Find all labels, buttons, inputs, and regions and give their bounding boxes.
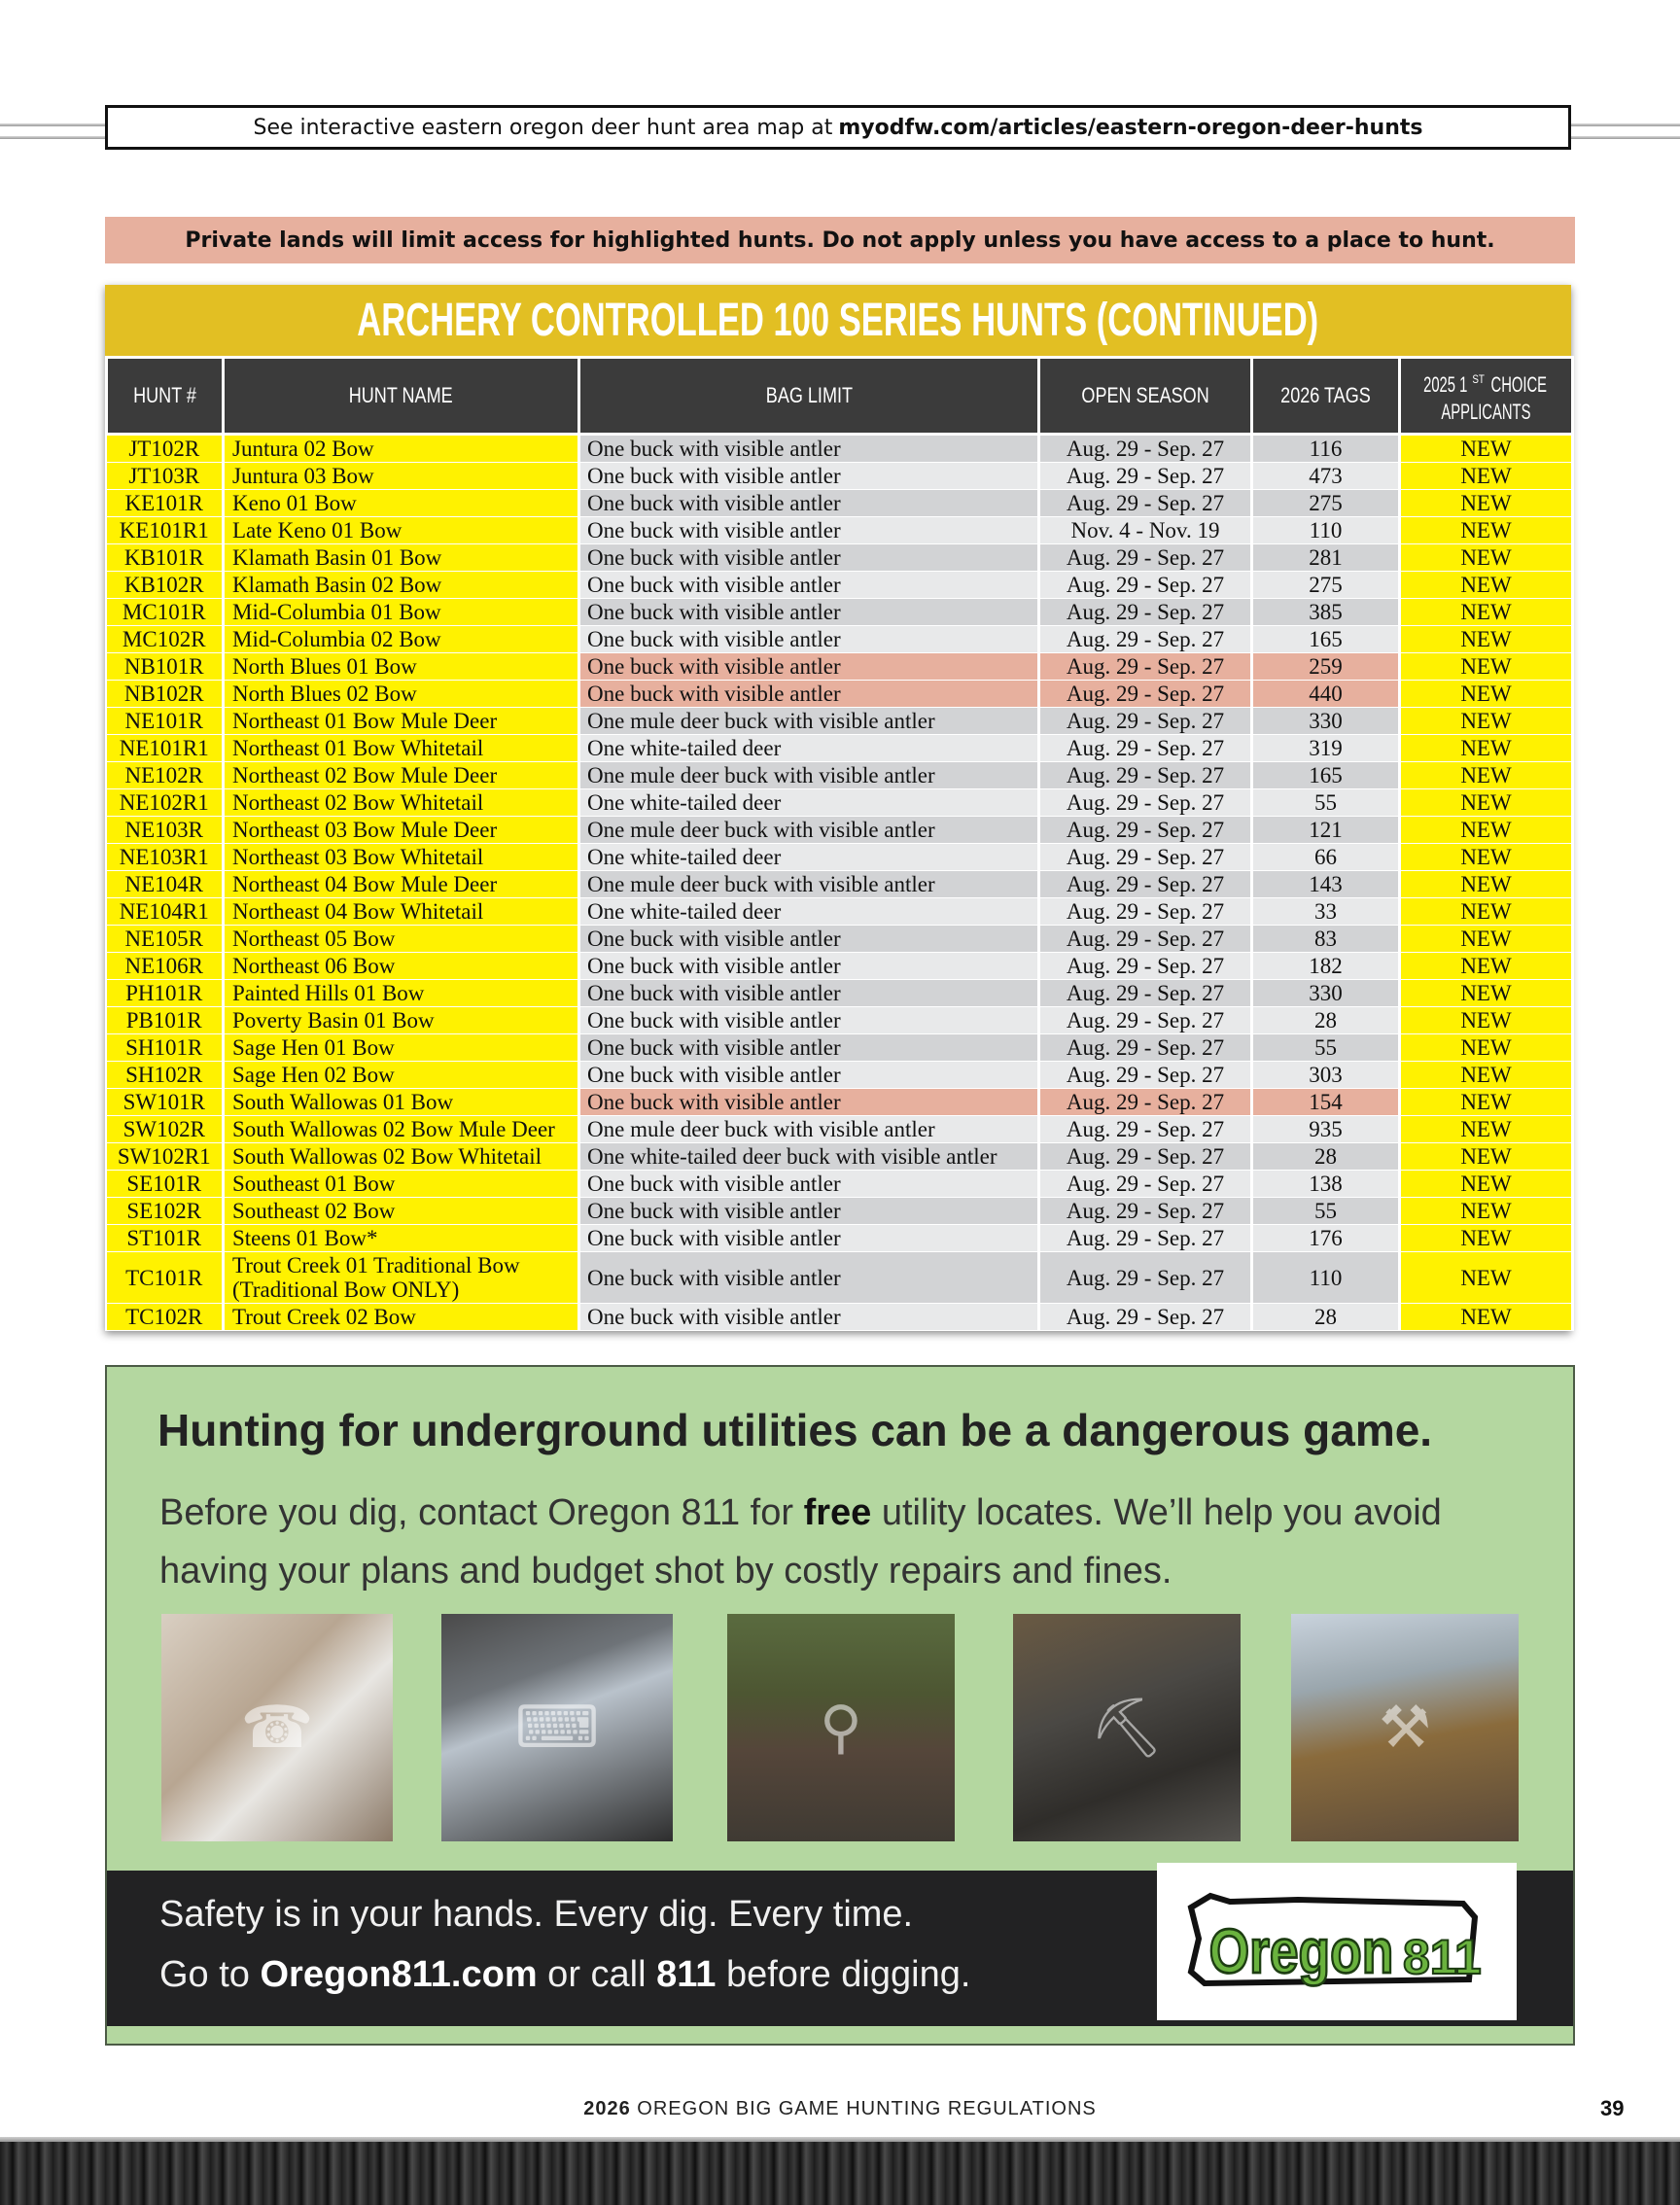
hunt-number-cell: NE101R xyxy=(107,708,224,735)
tags-cell: 259 xyxy=(1252,653,1400,681)
tags-cell: 116 xyxy=(1252,435,1400,463)
ad-safety-text: Safety is in your hands. Every dig. Every time. Go to Oregon811.com or call 811 before digging. xyxy=(159,1894,971,1995)
table-row xyxy=(107,980,1573,1007)
applicants-cell: NEW xyxy=(1400,1143,1573,1171)
open-season-cell: Nov. 4 - Nov. 19 xyxy=(1039,517,1252,544)
bag-limit-cell: One buck with visible antler xyxy=(579,980,1039,1007)
phone-dialing-photo xyxy=(161,1614,393,1841)
table-row xyxy=(107,517,1573,544)
open-season-cell: Aug. 29 - Sep. 27 xyxy=(1039,871,1252,898)
tags-cell: 55 xyxy=(1252,789,1400,817)
ad-body: Before you dig, contact Oregon 811 for free utility locates. We’ll help you avoid having your plans and budget shot by costly repairs and fines. xyxy=(159,1492,1442,1592)
hunt-name-cell: Northeast 04 Bow Mule Deer xyxy=(224,871,579,898)
open-season-cell: Aug. 29 - Sep. 27 xyxy=(1039,1089,1252,1116)
applicants-cell: NEW xyxy=(1400,1062,1573,1089)
open-season-cell: Aug. 29 - Sep. 27 xyxy=(1039,1198,1252,1225)
laptop-icon: ⌨ xyxy=(514,1694,600,1762)
hunt-name-cell: Steens 01 Bow* xyxy=(224,1225,579,1252)
open-season-cell: Aug. 29 - Sep. 27 xyxy=(1039,463,1252,490)
header-applicants: 2025 1 $^{ST}$CHOICE APPLICANTS xyxy=(1400,358,1573,435)
open-season-cell: Aug. 29 - Sep. 27 xyxy=(1039,844,1252,871)
svg-text:Oregon: Oregon xyxy=(1208,1917,1394,1986)
hunt-name-cell: Keno 01 Bow xyxy=(224,490,579,517)
bag-limit-cell: One buck with visible antler xyxy=(579,653,1039,681)
ad-headline: Hunting for underground utilities can be a dangerous game. xyxy=(158,1405,1433,1455)
table-row xyxy=(107,435,1573,463)
open-season-cell: Aug. 29 - Sep. 27 xyxy=(1039,1143,1252,1171)
tags-cell: 319 xyxy=(1252,735,1400,762)
table-row xyxy=(107,898,1573,926)
open-season-cell: Aug. 29 - Sep. 27 xyxy=(1039,1171,1252,1198)
table-row xyxy=(107,1143,1573,1171)
table-row xyxy=(107,953,1573,980)
applicants-cell: NEW xyxy=(1400,708,1573,735)
locator-icon: ⚲ xyxy=(820,1694,862,1762)
applicants-cell: NEW xyxy=(1400,681,1573,708)
open-season-cell: Aug. 29 - Sep. 27 xyxy=(1039,490,1252,517)
hunts-table-container xyxy=(105,285,1571,1331)
table-row xyxy=(107,762,1573,789)
table-row xyxy=(107,871,1573,898)
bag-limit-cell: One buck with visible antler xyxy=(579,1198,1039,1225)
tags-cell: 143 xyxy=(1252,871,1400,898)
header-tags: 2026 TAGS xyxy=(1252,358,1400,435)
table-row xyxy=(107,626,1573,653)
applicants-cell: NEW xyxy=(1400,735,1573,762)
phone-icon: ☎ xyxy=(240,1694,314,1762)
open-season-cell: Aug. 29 - Sep. 27 xyxy=(1039,1062,1252,1089)
applicants-cell: NEW xyxy=(1400,1007,1573,1034)
tags-cell: 154 xyxy=(1252,1089,1400,1116)
open-season-cell: Aug. 29 - Sep. 27 xyxy=(1039,1304,1252,1331)
hunt-name-cell: Juntura 03 Bow xyxy=(224,463,579,490)
table-row xyxy=(107,1116,1573,1143)
open-season-cell: Aug. 29 - Sep. 27 xyxy=(1039,1225,1252,1252)
open-season-cell: Aug. 29 - Sep. 27 xyxy=(1039,708,1252,735)
hunt-number-cell: JT102R xyxy=(107,435,224,463)
applicants-cell: NEW xyxy=(1400,844,1573,871)
header-bag-limit: BAG LIMIT xyxy=(579,358,1039,435)
table-row xyxy=(107,817,1573,844)
hunt-name-cell: Juntura 02 Bow xyxy=(224,435,579,463)
hunt-name-cell: Sage Hen 01 Bow xyxy=(224,1034,579,1062)
bag-limit-cell: One buck with visible antler xyxy=(579,681,1039,708)
hunt-number-cell: NE106R xyxy=(107,953,224,980)
map-banner-link[interactable]: myodfw.com/articles/eastern-oregon-deer-hunts xyxy=(838,115,1423,140)
hunt-name-cell: South Wallowas 02 Bow Whitetail xyxy=(224,1143,579,1171)
tags-cell: 110 xyxy=(1252,517,1400,544)
hunt-number-cell: NB102R xyxy=(107,681,224,708)
page-number: 39 xyxy=(1600,2096,1625,2120)
table-row xyxy=(107,1252,1573,1304)
hunt-name-cell: Northeast 02 Bow Mule Deer xyxy=(224,762,579,789)
tags-cell: 440 xyxy=(1252,681,1400,708)
bag-limit-cell: One white-tailed deer xyxy=(579,789,1039,817)
tags-cell: 33 xyxy=(1252,898,1400,926)
applicants-cell: NEW xyxy=(1400,490,1573,517)
bag-limit-cell: One buck with visible antler xyxy=(579,1062,1039,1089)
applicants-cell: NEW xyxy=(1400,1034,1573,1062)
tags-cell: 275 xyxy=(1252,490,1400,517)
private-lands-note: Private lands will limit access for highlighted hunts. Do not apply unless you have access to a place to hunt. xyxy=(105,217,1575,263)
open-season-cell: Aug. 29 - Sep. 27 xyxy=(1039,599,1252,626)
bag-limit-cell: One buck with visible antler xyxy=(579,926,1039,953)
open-season-cell: Aug. 29 - Sep. 27 xyxy=(1039,789,1252,817)
applicants-cell: NEW xyxy=(1400,789,1573,817)
hunt-number-cell: KE101R1 xyxy=(107,517,224,544)
hunt-name-cell: Klamath Basin 02 Bow xyxy=(224,572,579,599)
bag-limit-cell: One buck with visible antler xyxy=(579,572,1039,599)
hunt-number-cell: NE103R xyxy=(107,817,224,844)
table-row xyxy=(107,1225,1573,1252)
tags-cell: 330 xyxy=(1252,708,1400,735)
bag-limit-cell: One buck with visible antler xyxy=(579,626,1039,653)
tags-cell: 28 xyxy=(1252,1304,1400,1331)
hunt-name-cell: Trout Creek 01 Traditional Bow (Traditional Bow ONLY) xyxy=(224,1252,579,1304)
tags-cell: 121 xyxy=(1252,817,1400,844)
tags-cell: 66 xyxy=(1252,844,1400,871)
header-hunt-number: HUNT # xyxy=(107,358,224,435)
applicants-cell: NEW xyxy=(1400,1304,1573,1331)
hunt-name-cell: Poverty Basin 01 Bow xyxy=(224,1007,579,1034)
bag-limit-cell: One buck with visible antler xyxy=(579,1304,1039,1331)
utility-locator-photo xyxy=(727,1614,955,1841)
hunt-name-cell: Northeast 05 Bow xyxy=(224,926,579,953)
bag-limit-cell: One white-tailed deer xyxy=(579,844,1039,871)
bag-limit-cell: One buck with visible antler xyxy=(579,953,1039,980)
svg-text:811: 811 xyxy=(1403,1930,1482,1984)
bag-limit-cell: One buck with visible antler xyxy=(579,1007,1039,1034)
hunt-name-cell: North Blues 01 Bow xyxy=(224,653,579,681)
open-season-cell: Aug. 29 - Sep. 27 xyxy=(1039,544,1252,572)
tags-cell: 83 xyxy=(1252,926,1400,953)
bag-limit-cell: One buck with visible antler xyxy=(579,1171,1039,1198)
open-season-cell: Aug. 29 - Sep. 27 xyxy=(1039,735,1252,762)
hunt-number-cell: NE103R1 xyxy=(107,844,224,871)
bag-limit-cell: One buck with visible antler xyxy=(579,1089,1039,1116)
oregon811-ad xyxy=(105,1365,1575,2046)
hunt-number-cell: SH101R xyxy=(107,1034,224,1062)
hunt-number-cell: TC102R xyxy=(107,1304,224,1331)
hunt-name-cell: Painted Hills 01 Bow xyxy=(224,980,579,1007)
table-row xyxy=(107,926,1573,953)
tags-cell: 28 xyxy=(1252,1143,1400,1171)
bag-limit-cell: One mule deer buck with visible antler xyxy=(579,708,1039,735)
bag-limit-cell: One buck with visible antler xyxy=(579,517,1039,544)
bag-limit-cell: One white-tailed deer xyxy=(579,735,1039,762)
excavator-icon: ⚒ xyxy=(1379,1694,1431,1762)
hunt-number-cell: NE102R xyxy=(107,762,224,789)
hunt-name-cell: Northeast 06 Bow xyxy=(224,953,579,980)
open-season-cell: Aug. 29 - Sep. 27 xyxy=(1039,435,1252,463)
shovel-digging-photo xyxy=(1013,1614,1241,1841)
applicants-cell: NEW xyxy=(1400,517,1573,544)
hunt-number-cell: NE105R xyxy=(107,926,224,953)
applicants-cell: NEW xyxy=(1400,1198,1573,1225)
applicants-cell: NEW xyxy=(1400,817,1573,844)
tags-cell: 182 xyxy=(1252,953,1400,980)
hunt-number-cell: MC102R xyxy=(107,626,224,653)
hunt-name-cell: North Blues 02 Bow xyxy=(224,681,579,708)
tags-cell: 138 xyxy=(1252,1171,1400,1198)
table-row xyxy=(107,735,1573,762)
hunt-number-cell: NB101R xyxy=(107,653,224,681)
hunt-number-cell: NE102R1 xyxy=(107,789,224,817)
hunt-number-cell: NE104R xyxy=(107,871,224,898)
applicants-cell: NEW xyxy=(1400,980,1573,1007)
table-row xyxy=(107,789,1573,817)
table-row xyxy=(107,463,1573,490)
open-season-cell: Aug. 29 - Sep. 27 xyxy=(1039,898,1252,926)
bag-limit-cell: One white-tailed deer buck with visible antler xyxy=(579,1143,1039,1171)
bag-limit-cell: One mule deer buck with visible antler xyxy=(579,817,1039,844)
open-season-cell: Aug. 29 - Sep. 27 xyxy=(1039,1252,1252,1304)
applicants-cell: NEW xyxy=(1400,572,1573,599)
hunt-name-cell: Mid-Columbia 01 Bow xyxy=(224,599,579,626)
table-row xyxy=(107,1034,1573,1062)
applicants-cell: NEW xyxy=(1400,653,1573,681)
applicants-cell: NEW xyxy=(1400,544,1573,572)
hunt-number-cell: PB101R xyxy=(107,1007,224,1034)
tags-cell: 28 xyxy=(1252,1007,1400,1034)
map-banner-text: See interactive eastern oregon deer hunt area map at xyxy=(253,115,833,140)
bag-limit-cell: One buck with visible antler xyxy=(579,544,1039,572)
applicants-cell: NEW xyxy=(1400,599,1573,626)
hunt-name-cell: Mid-Columbia 02 Bow xyxy=(224,626,579,653)
table-row xyxy=(107,1171,1573,1198)
bag-limit-cell: One buck with visible antler xyxy=(579,435,1039,463)
tags-cell: 176 xyxy=(1252,1225,1400,1252)
hunt-number-cell: SE102R xyxy=(107,1198,224,1225)
table-row xyxy=(107,708,1573,735)
shovel-icon: ⛏ xyxy=(1089,1694,1165,1763)
applicants-cell: NEW xyxy=(1400,626,1573,653)
applicants-cell: NEW xyxy=(1400,762,1573,789)
header-hunt-name: HUNT NAME xyxy=(224,358,579,435)
hunt-name-cell: South Wallowas 02 Bow Mule Deer xyxy=(224,1116,579,1143)
table-row xyxy=(107,1062,1573,1089)
applicants-cell: NEW xyxy=(1400,1171,1573,1198)
oregon811-logo-icon xyxy=(1172,1878,1502,2005)
open-season-cell: Aug. 29 - Sep. 27 xyxy=(1039,572,1252,599)
bag-limit-cell: One buck with visible antler xyxy=(579,1252,1039,1304)
applicants-cell: NEW xyxy=(1400,1116,1573,1143)
bag-limit-cell: One mule deer buck with visible antler xyxy=(579,762,1039,789)
table-row xyxy=(107,572,1573,599)
table-row xyxy=(107,1007,1573,1034)
applicants-cell: NEW xyxy=(1400,953,1573,980)
hunt-number-cell: NE101R1 xyxy=(107,735,224,762)
bag-limit-cell: One buck with visible antler xyxy=(579,490,1039,517)
laptop-photo xyxy=(441,1614,673,1841)
applicants-cell: NEW xyxy=(1400,1252,1573,1304)
open-season-cell: Aug. 29 - Sep. 27 xyxy=(1039,980,1252,1007)
hunt-name-cell: Late Keno 01 Bow xyxy=(224,517,579,544)
hunt-name-cell: Trout Creek 02 Bow xyxy=(224,1304,579,1331)
bag-limit-cell: One white-tailed deer xyxy=(579,898,1039,926)
open-season-cell: Aug. 29 - Sep. 27 xyxy=(1039,1007,1252,1034)
hunt-name-cell: Northeast 01 Bow Mule Deer xyxy=(224,708,579,735)
hunt-name-cell: Northeast 04 Bow Whitetail xyxy=(224,898,579,926)
tags-cell: 275 xyxy=(1252,572,1400,599)
tags-cell: 935 xyxy=(1252,1116,1400,1143)
hunt-name-cell: South Wallowas 01 Bow xyxy=(224,1089,579,1116)
map-banner xyxy=(105,105,1571,150)
hunt-name-cell: Southeast 02 Bow xyxy=(224,1198,579,1225)
hunt-name-cell: Sage Hen 02 Bow xyxy=(224,1062,579,1089)
table-row xyxy=(107,490,1573,517)
applicants-cell: NEW xyxy=(1400,898,1573,926)
hunt-name-cell: Southeast 01 Bow xyxy=(224,1171,579,1198)
hunt-number-cell: ST101R xyxy=(107,1225,224,1252)
tags-cell: 165 xyxy=(1252,762,1400,789)
hunt-number-cell: SE101R xyxy=(107,1171,224,1198)
applicants-cell: NEW xyxy=(1400,1089,1573,1116)
hunt-number-cell: SW102R1 xyxy=(107,1143,224,1171)
bag-limit-cell: One buck with visible antler xyxy=(579,599,1039,626)
hunt-name-cell: Northeast 01 Bow Whitetail xyxy=(224,735,579,762)
hunt-number-cell: TC101R xyxy=(107,1252,224,1304)
bag-limit-cell: One buck with visible antler xyxy=(579,1034,1039,1062)
ad-footer-bar xyxy=(107,1871,1573,2026)
applicants-cell: NEW xyxy=(1400,926,1573,953)
table-row xyxy=(107,599,1573,626)
open-season-cell: Aug. 29 - Sep. 27 xyxy=(1039,1034,1252,1062)
applicants-cell: NEW xyxy=(1400,435,1573,463)
applicants-cell: NEW xyxy=(1400,1225,1573,1252)
tags-cell: 55 xyxy=(1252,1198,1400,1225)
hunt-number-cell: MC101R xyxy=(107,599,224,626)
hunt-name-cell: Klamath Basin 01 Bow xyxy=(224,544,579,572)
tags-cell: 55 xyxy=(1252,1034,1400,1062)
page-footer: 2026 OREGON BIG GAME HUNTING REGULATIONS xyxy=(583,2098,1097,2119)
tags-cell: 281 xyxy=(1252,544,1400,572)
hunts-table xyxy=(105,356,1574,1331)
table-row xyxy=(107,681,1573,708)
hunt-number-cell: KB101R xyxy=(107,544,224,572)
tags-cell: 473 xyxy=(1252,463,1400,490)
hunt-name-cell: Northeast 02 Bow Whitetail xyxy=(224,789,579,817)
open-season-cell: Aug. 29 - Sep. 27 xyxy=(1039,762,1252,789)
tags-cell: 165 xyxy=(1252,626,1400,653)
tags-cell: 110 xyxy=(1252,1252,1400,1304)
hunt-number-cell: SW101R xyxy=(107,1089,224,1116)
table-row xyxy=(107,1304,1573,1331)
hunt-number-cell: KE101R xyxy=(107,490,224,517)
open-season-cell: Aug. 29 - Sep. 27 xyxy=(1039,953,1252,980)
oregon811-logo xyxy=(1157,1863,1517,2020)
header-open-season: OPEN SEASON xyxy=(1039,358,1252,435)
table-row xyxy=(107,844,1573,871)
table-row xyxy=(107,653,1573,681)
open-season-cell: Aug. 29 - Sep. 27 xyxy=(1039,681,1252,708)
oregon811-link[interactable]: Oregon811.com xyxy=(260,1954,538,1995)
wood-texture-band xyxy=(0,2142,1680,2205)
bag-limit-cell: One buck with visible antler xyxy=(579,463,1039,490)
open-season-cell: Aug. 29 - Sep. 27 xyxy=(1039,626,1252,653)
hunt-number-cell: KB102R xyxy=(107,572,224,599)
excavator-photo xyxy=(1291,1614,1519,1841)
tags-cell: 330 xyxy=(1252,980,1400,1007)
tags-cell: 385 xyxy=(1252,599,1400,626)
table-row xyxy=(107,1198,1573,1225)
table-title: ARCHERY CONTROLLED 100 SERIES HUNTS (CONTINUED) xyxy=(105,285,1571,356)
hunt-number-cell: SH102R xyxy=(107,1062,224,1089)
open-season-cell: Aug. 29 - Sep. 27 xyxy=(1039,817,1252,844)
applicants-cell: NEW xyxy=(1400,871,1573,898)
hunt-number-cell: JT103R xyxy=(107,463,224,490)
bag-limit-cell: One mule deer buck with visible antler xyxy=(579,1116,1039,1143)
bag-limit-cell: One buck with visible antler xyxy=(579,1225,1039,1252)
open-season-cell: Aug. 29 - Sep. 27 xyxy=(1039,653,1252,681)
table-body xyxy=(107,435,1573,1331)
hunt-name-cell: Northeast 03 Bow Whitetail xyxy=(224,844,579,871)
open-season-cell: Aug. 29 - Sep. 27 xyxy=(1039,1116,1252,1143)
hunt-name-cell: Northeast 03 Bow Mule Deer xyxy=(224,817,579,844)
hunt-number-cell: PH101R xyxy=(107,980,224,1007)
hunt-number-cell: SW102R xyxy=(107,1116,224,1143)
bag-limit-cell: One mule deer buck with visible antler xyxy=(579,871,1039,898)
open-season-cell: Aug. 29 - Sep. 27 xyxy=(1039,926,1252,953)
table-row xyxy=(107,544,1573,572)
applicants-cell: NEW xyxy=(1400,463,1573,490)
table-header-row xyxy=(107,358,1573,435)
hunt-number-cell: NE104R1 xyxy=(107,898,224,926)
table-row xyxy=(107,1089,1573,1116)
tags-cell: 303 xyxy=(1252,1062,1400,1089)
